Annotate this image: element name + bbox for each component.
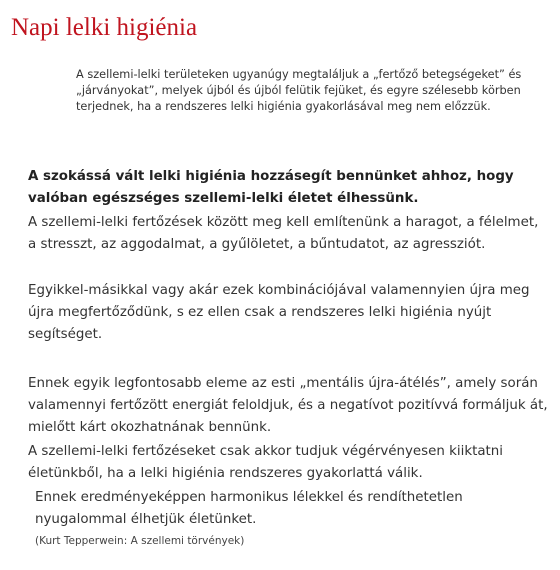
page-title: Napi lelki higiénia bbox=[11, 14, 198, 41]
intro-paragraph: A szellemi-lelki területeken ugyanúgy megtaláljuk a „fertőző betegségeket” és „járványokat”, melyek újból és újból felütik fejüket, és egyre szélesebb körben terjednek, ha a rendszeres lelki higiénia gyakorlásával meg nem előzzük. bbox=[76, 68, 522, 113]
lead-paragraph: A szokássá vált lelki higiénia hozzásegít bennünket ahhoz, hogy valóban egészséges szellemi-lelki életet élhessünk. bbox=[28, 169, 514, 206]
body-paragraph-1: A szellemi-lelki fertőzések között meg kell említenünk a haragot, a félelmet, a stresszt, az aggodalmat, a gyűlöletet, a bűntudatot, az agressziót. bbox=[28, 215, 539, 252]
body-paragraph-3: Ennek egyik legfontosabb eleme az esti „mentális újra-átélés”, amely során valamennyi fertőzött energiát feloldjuk, és a negatívot pozitívvá formáljuk át, mielőtt kárt okozhatnának bennünk. bbox=[28, 376, 548, 435]
citation: (Kurt Tepperwein: A szellemi törvények) bbox=[35, 535, 245, 547]
closing-paragraph: Ennek eredményeképpen harmonikus lélekkel és rendíthetetlen nyugalommal élhetjük életünket. bbox=[35, 490, 463, 527]
body-paragraph-4: A szellemi-lelki fertőzéseket csak akkor tudjuk végérvényesen kiiktatni életünkből, ha a lelki higiénia rendszeres gyakorlattá válik. bbox=[28, 444, 503, 481]
body-paragraph-2: Egyikkel-másikkal vagy akár ezek kombinációjával valamennyien újra meg újra megfertőződünk, s ez ellen csak a rendszeres lelki higiénia nyújt segítséget. bbox=[28, 283, 530, 342]
